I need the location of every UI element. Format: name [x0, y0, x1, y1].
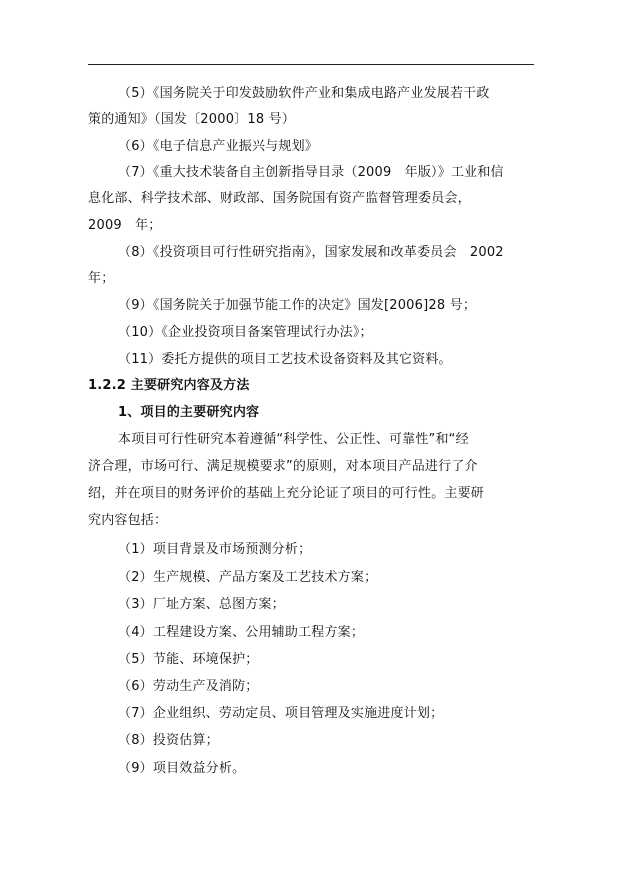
- reference-7-line-2: 息化部、科学技术部、财政部、国务院国有资产监督管理委员会，: [88, 191, 471, 206]
- list-item: （3）厂址方案、总图方案；: [118, 597, 285, 612]
- section-subtitle: 1、项目的主要研究内容: [118, 405, 260, 420]
- reference-8-line-1: （8）《投资项目可行性研究指南》，国家发展和改革委员会 2002: [118, 245, 504, 260]
- reference-11: （11）委托方提供的项目工艺技术设备资料及其它资料。: [118, 352, 452, 367]
- list-item: （4）工程建设方案、公用辅助工程方案；: [118, 625, 365, 640]
- paragraph-line-2: 济合理，市场可行、满足规模要求”的原则，对本项目产品进行了介: [88, 459, 478, 474]
- reference-6: （6）《电子信息产业振兴与规划》: [118, 139, 318, 154]
- list-item: （9）项目效益分析。: [118, 761, 246, 776]
- list-item: （6）劳动生产及消防；: [118, 679, 259, 694]
- reference-5-line-1: （5）《国务院关于印发鼓励软件产业和集成电路产业发展若干政: [118, 86, 490, 101]
- reference-7-line-1: （7）《重大技术装备自主创新指导目录（2009 年版）》工业和信: [118, 165, 504, 180]
- paragraph-line-1: 本项目可行性研究本着遵循“科学性、公正性、可靠性”和“经: [118, 432, 469, 447]
- list-item: （5）节能、环境保护；: [118, 652, 259, 667]
- reference-10: （10）《企业投资项目备案管理试行办法》；: [118, 325, 373, 340]
- reference-7-line-3: 2009 年；: [88, 218, 162, 233]
- reference-9: （9）《国务院关于加强节能工作的决定》国发[2006]28 号；: [118, 298, 477, 313]
- header-rule: [88, 64, 534, 65]
- list-item: （1）项目背景及市场预测分析；: [118, 542, 312, 557]
- paragraph-line-4: 究内容包括：: [88, 513, 168, 528]
- list-item: （7）企业组织、劳动定员、项目管理及实施进度计划；: [118, 706, 444, 721]
- list-item: （8）投资估算；: [118, 733, 219, 748]
- list-item: （2）生产规模、产品方案及工艺技术方案；: [118, 570, 378, 585]
- section-title: 1.2.2 主要研究内容及方法: [88, 378, 250, 393]
- reference-8-line-2: 年；: [88, 271, 115, 286]
- reference-5-line-2: 策的通知》（国发〔2000〕18 号）: [88, 112, 296, 127]
- paragraph-line-3: 绍，并在项目的财务评价的基础上充分论证了项目的可行性。主要研: [88, 486, 485, 501]
